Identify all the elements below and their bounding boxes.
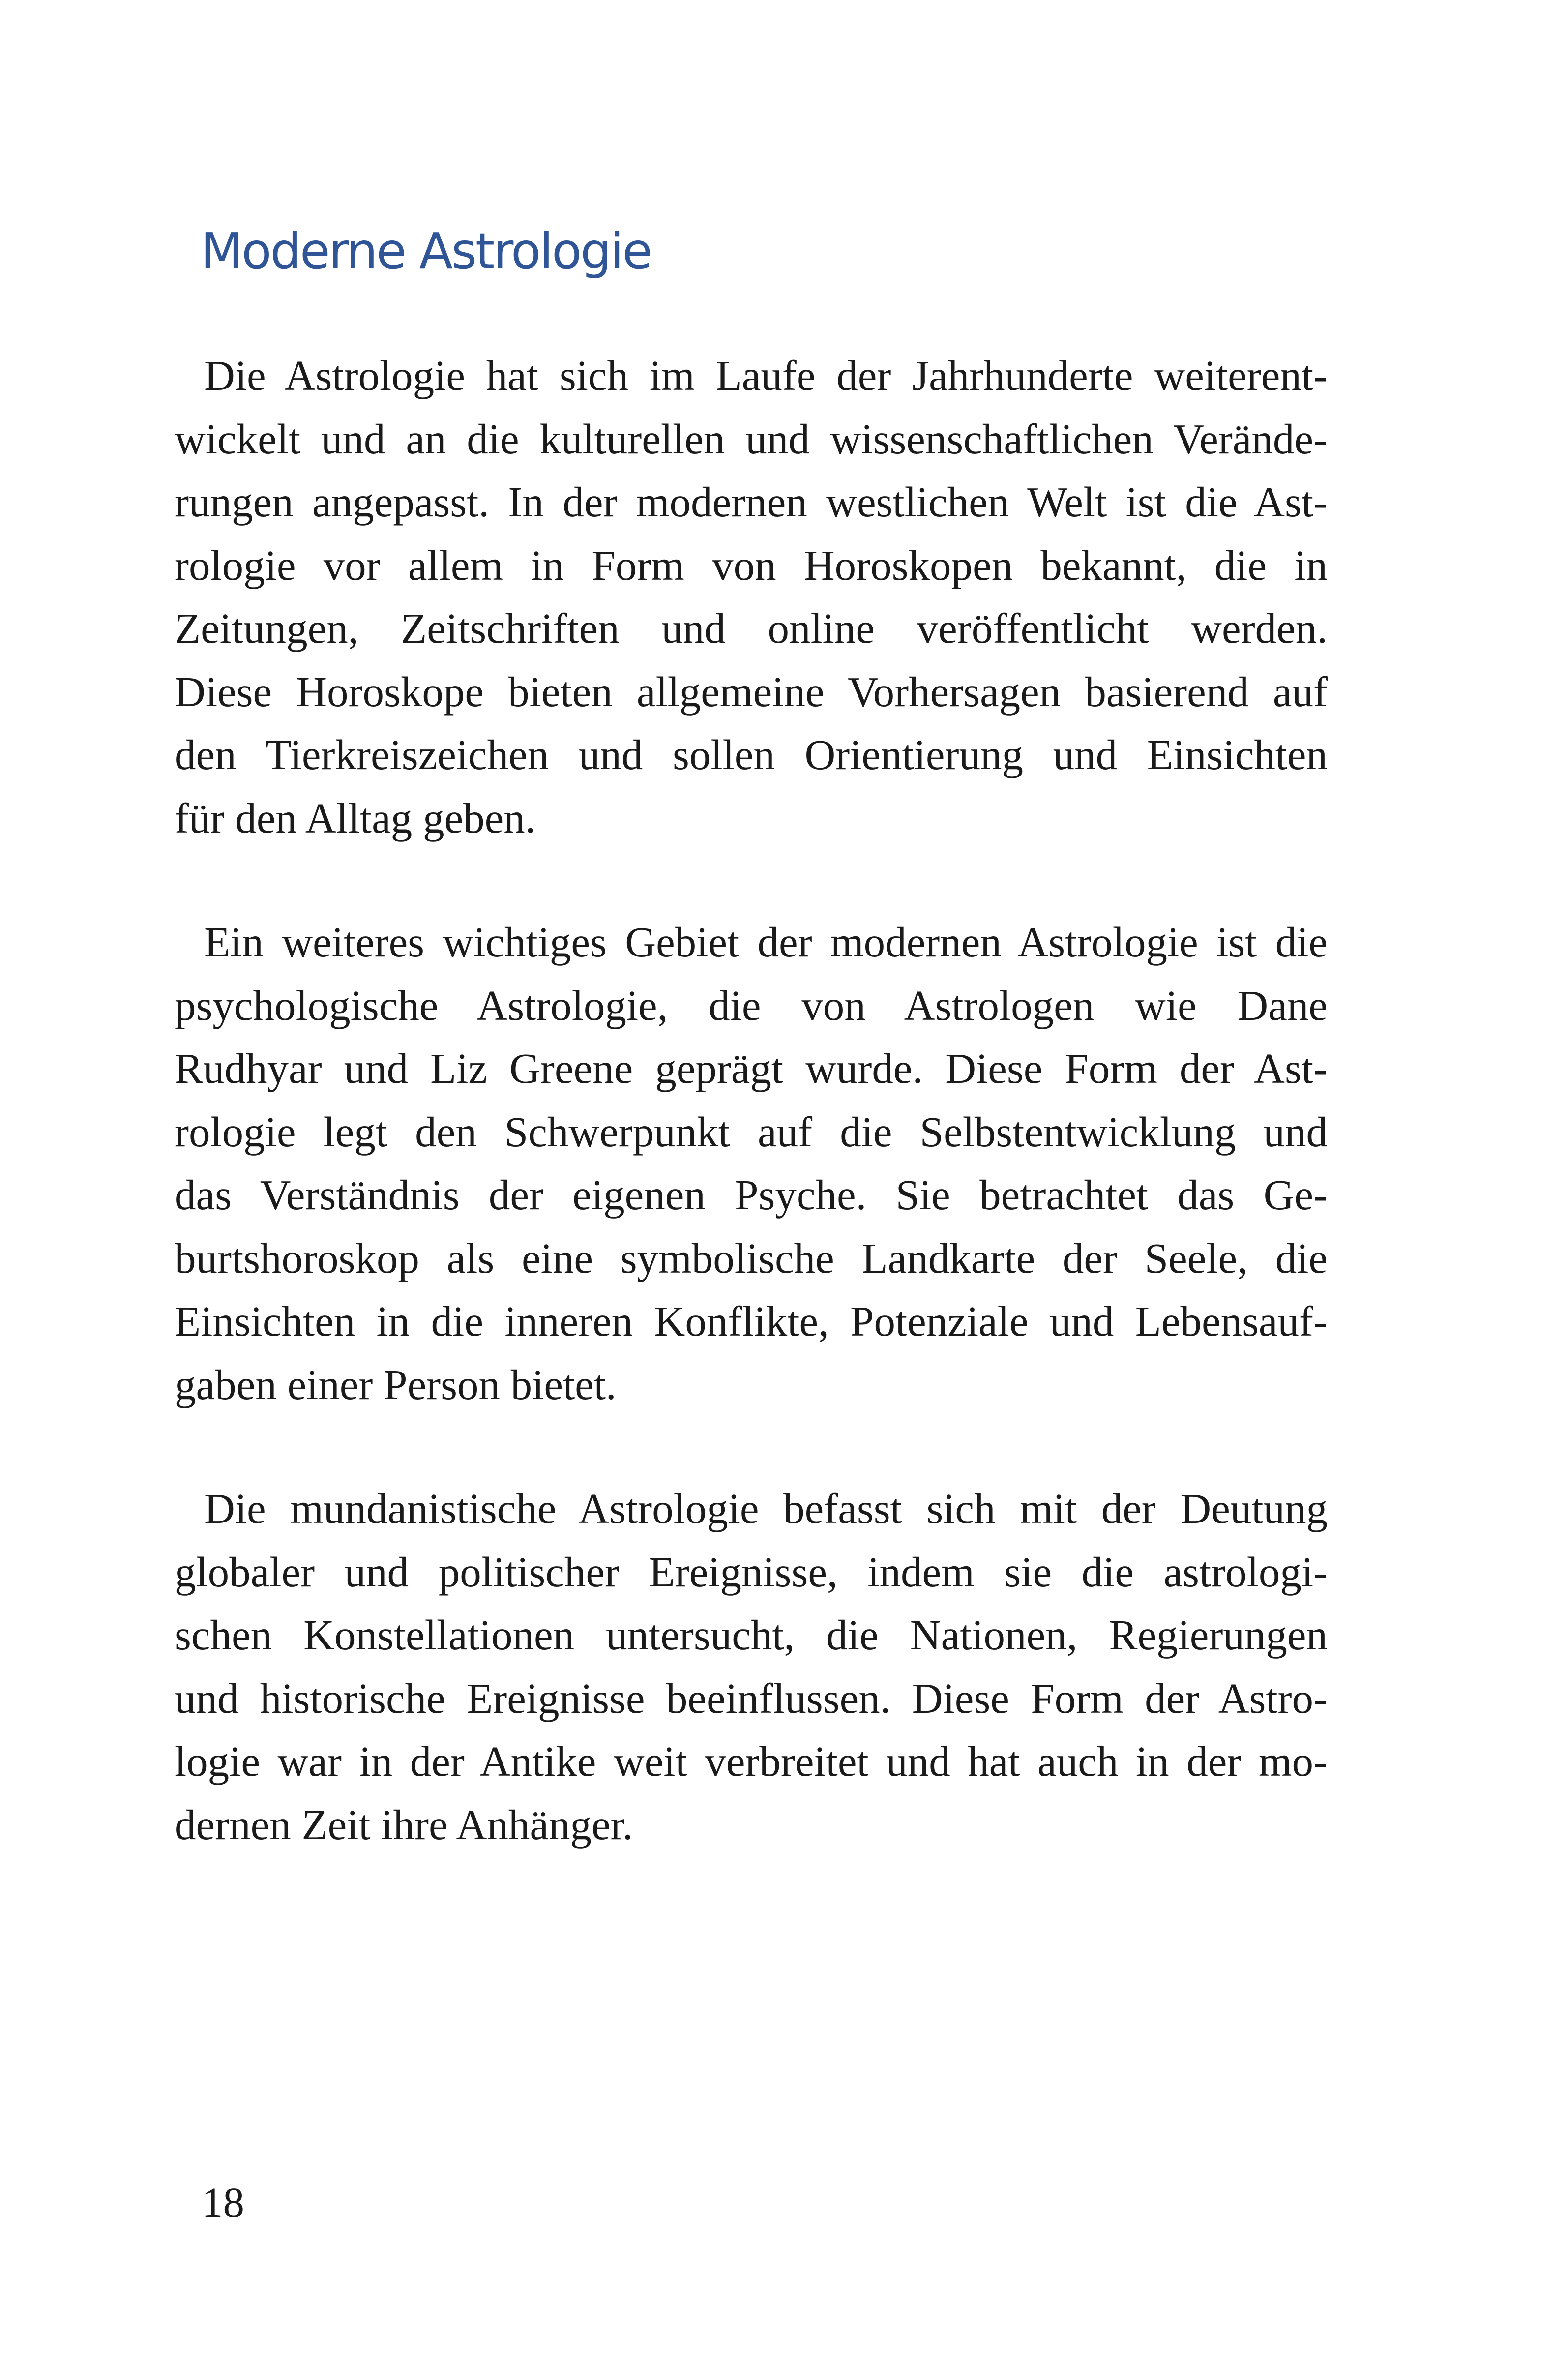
paragraph-line: Einsichten in die inneren Konflikte, Potenziale und Lebensauf- <box>175 1297 1328 1345</box>
paragraph-line: das Verständnis der eigenen Psyche. Sie betrachtet das Ge- <box>175 1171 1328 1219</box>
paragraph-line: Die Astrologie hat sich im Laufe der Jahrhunderte weiterent- <box>204 352 1328 399</box>
paragraph-line: Diese Horoskope bieten allgemeine Vorhersagen basierend auf <box>175 667 1328 716</box>
paragraph-line: burtshoroskop als eine symbolische Landkarte der Seele, die <box>175 1234 1328 1282</box>
paragraph-line: dernen Zeit ihre Anhänger. <box>175 1800 633 1849</box>
paragraph-3 <box>175 1477 1328 1856</box>
paragraph-1 <box>175 344 1328 850</box>
paragraph-line: rologie vor allem in Form von Horoskopen bekannt, die in <box>175 541 1328 589</box>
paragraph-line: Die mundanistische Astrologie befasst sich mit der Deutung <box>204 1485 1328 1532</box>
section-heading: Moderne Astrologie <box>201 222 651 280</box>
paragraph-line: logie war in der Antike weit verbreitet und hat auch in der mo- <box>175 1737 1328 1785</box>
paragraph-line: psychologische Astrologie, die von Astrologen wie Dane <box>175 981 1328 1029</box>
paragraph-line: Rudhyar und Liz Greene geprägt wurde. Diese Form der Ast- <box>175 1045 1328 1092</box>
paragraph-line: Ein weiteres wichtiges Gebiet der modernen Astrologie ist die <box>204 918 1328 966</box>
paragraph-line: für den Alltag geben. <box>175 794 536 842</box>
paragraph-line: wickelt und an die kulturellen und wissenschaftlichen Verände- <box>175 415 1328 463</box>
paragraph-line: globaler und politischer Ereignisse, indem sie die astrologi- <box>175 1548 1328 1596</box>
paragraph-line: und historische Ereignisse beeinflussen. Diese Form der Astro- <box>175 1674 1328 1722</box>
paragraph-2 <box>175 911 1328 1416</box>
page-number: 18 <box>202 2179 244 2226</box>
paragraph-line: gaben einer Person bietet. <box>175 1360 617 1408</box>
paragraph-line: rungen angepasst. In der modernen westlichen Welt ist die Ast- <box>175 478 1328 526</box>
paragraph-line: schen Konstellationen untersucht, die Nationen, Regierungen <box>175 1611 1328 1659</box>
paragraph-line: Zeitungen, Zeitschriften und online veröffentlicht werden. <box>175 604 1328 652</box>
paragraph-line: rologie legt den Schwerpunkt auf die Selbstentwicklung und <box>175 1107 1328 1156</box>
paragraph-line: den Tierkreiszeichen und sollen Orientierung und Einsichten <box>175 731 1328 778</box>
